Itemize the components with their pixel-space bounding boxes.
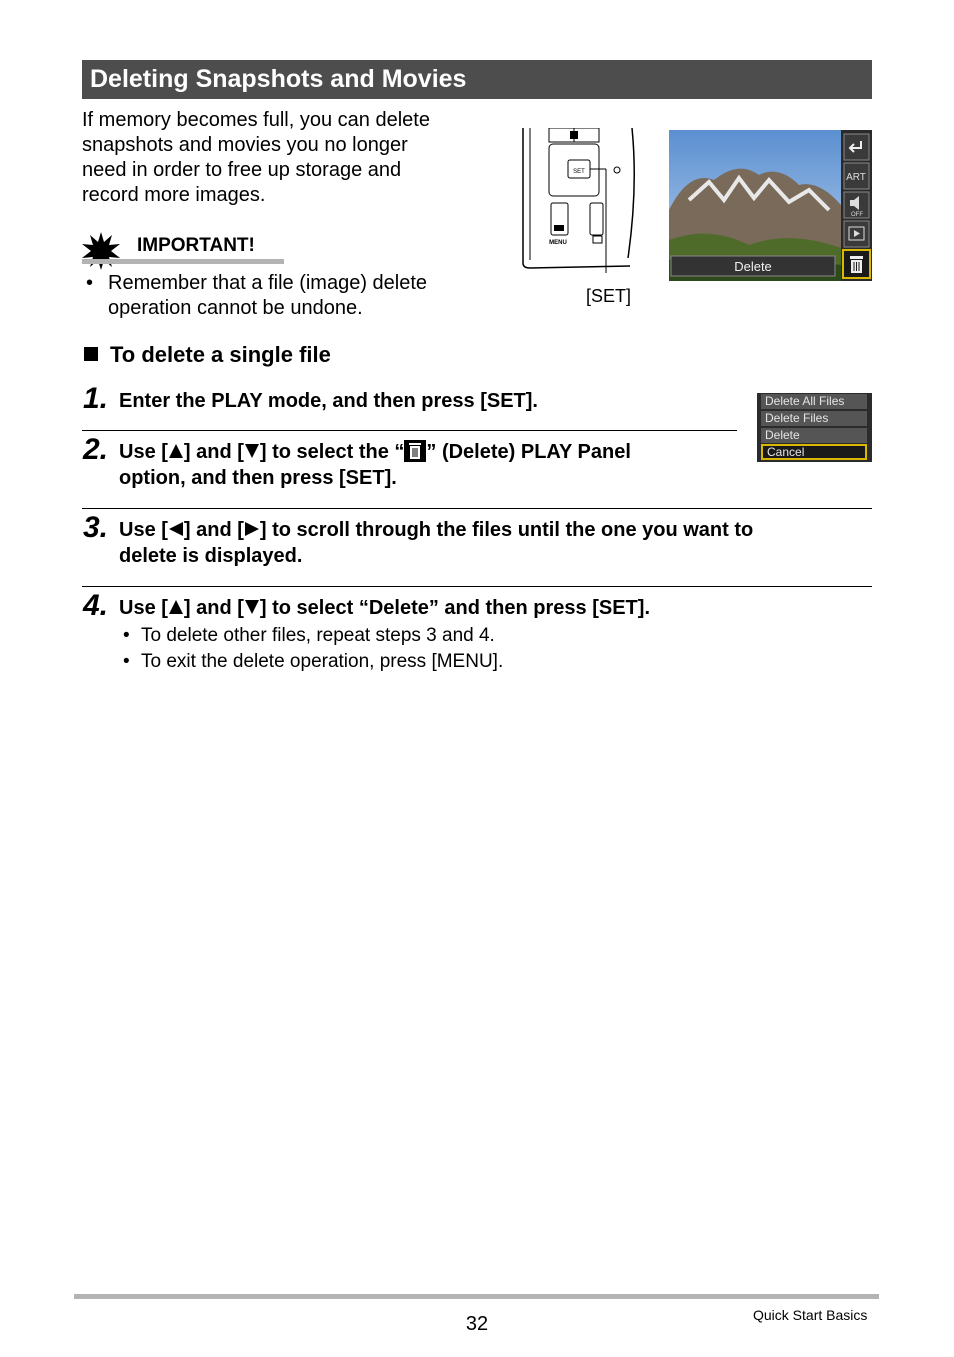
step-divider [82,430,737,431]
step-number: 2. [83,433,109,466]
intro-line: If memory becomes full, you can delete [82,109,430,131]
step-number: 1. [83,382,109,415]
step-text-part: Use [ [119,519,168,541]
step-4-bullet-text: To exit the delete operation, press [MENU]. [141,651,504,672]
important-burst-icon [82,232,120,270]
off-label: OFF [851,212,863,218]
step-2-line2: option, and then press [SET]. [119,467,397,489]
up-arrow-icon [169,600,183,614]
art-icon: ART [846,172,866,183]
step-text-part: Use [ [119,597,168,619]
important-bullet [86,271,466,323]
step-number: 4. [83,589,109,622]
intro-line: snapshots and movies you no longer [82,134,408,156]
intro-line: record more images. [82,184,266,206]
step-text-part: ] and [ [183,597,244,619]
menu-item-cancel-selected: Cancel [761,444,867,460]
step-2-text [119,439,759,491]
delete-menu-screenshot [757,393,872,462]
sound-off-icon [844,192,869,218]
menu-item-delete-all-files: Delete All Files [761,394,867,409]
footer-section-label: Quick Start Basics [753,1307,868,1323]
right-arrow-icon [245,522,259,536]
step-3-line1 [119,517,869,543]
camera-menu-text: MENU [549,240,567,246]
menu-item-delete: Delete [761,428,867,443]
menu-item-delete-files: Delete Files [761,411,867,426]
trash-icon [843,250,870,278]
bullet-dot: • [123,625,130,646]
section-heading [84,342,331,368]
step-text-part: ] to scroll through the files until the one you want to [259,519,754,541]
step-4-bullet [123,623,823,649]
square-bullet-icon [84,347,98,361]
step-divider [82,508,872,509]
important-label: IMPORTANT! [137,235,255,256]
intro-paragraph [82,108,472,208]
down-arrow-icon [245,600,259,614]
down-arrow-icon [245,444,259,458]
bullet-dot: • [86,272,94,294]
step-text-part: ] to select “Delete” and then press [SET]. [259,597,650,619]
step-2-line1 [119,439,759,465]
return-icon [844,134,869,160]
step-divider [82,586,872,587]
up-arrow-icon [169,444,183,458]
intro-line: need in order to free up storage and [82,159,402,181]
playback-icon [844,221,869,247]
important-underline [82,259,284,264]
step-4-bullet [123,649,823,675]
step-text-part: ” (Delete) PLAY Panel [426,441,631,463]
section-title: To delete a single file [110,342,331,367]
set-caption: [SET] [586,286,632,306]
left-arrow-icon [169,522,183,536]
trash-icon [404,440,426,462]
step-4-text [119,595,869,621]
step-3-text [119,517,869,569]
camera-screen-illustration [669,130,872,281]
step-text-part: Use [ [119,441,168,463]
step-1-text: Enter the PLAY mode, and then press [SET]. [119,390,538,412]
footer-divider [74,1294,879,1299]
step-text-part: ] to select the “ [259,441,405,463]
important-bullet-line1: Remember that a file (image) delete [108,272,428,294]
mountain-photo [669,130,872,281]
step-text-part: ] and [ [183,441,244,463]
important-bullet-line2: operation cannot be undone. [108,297,363,319]
step-number: 3. [83,511,109,544]
screen-delete-label: Delete [734,259,772,274]
step-text-part: ] and [ [183,519,244,541]
page-number: 32 [465,1313,489,1335]
page-title: Deleting Snapshots and Movies [82,60,872,99]
step-3-line2: delete is displayed. [119,545,303,567]
camera-back-illustration [520,128,640,273]
camera-set-text: SET [573,169,585,175]
bullet-dot: • [123,651,130,672]
step-4-bullet-text: To delete other files, repeat steps 3 and 4. [141,625,495,646]
